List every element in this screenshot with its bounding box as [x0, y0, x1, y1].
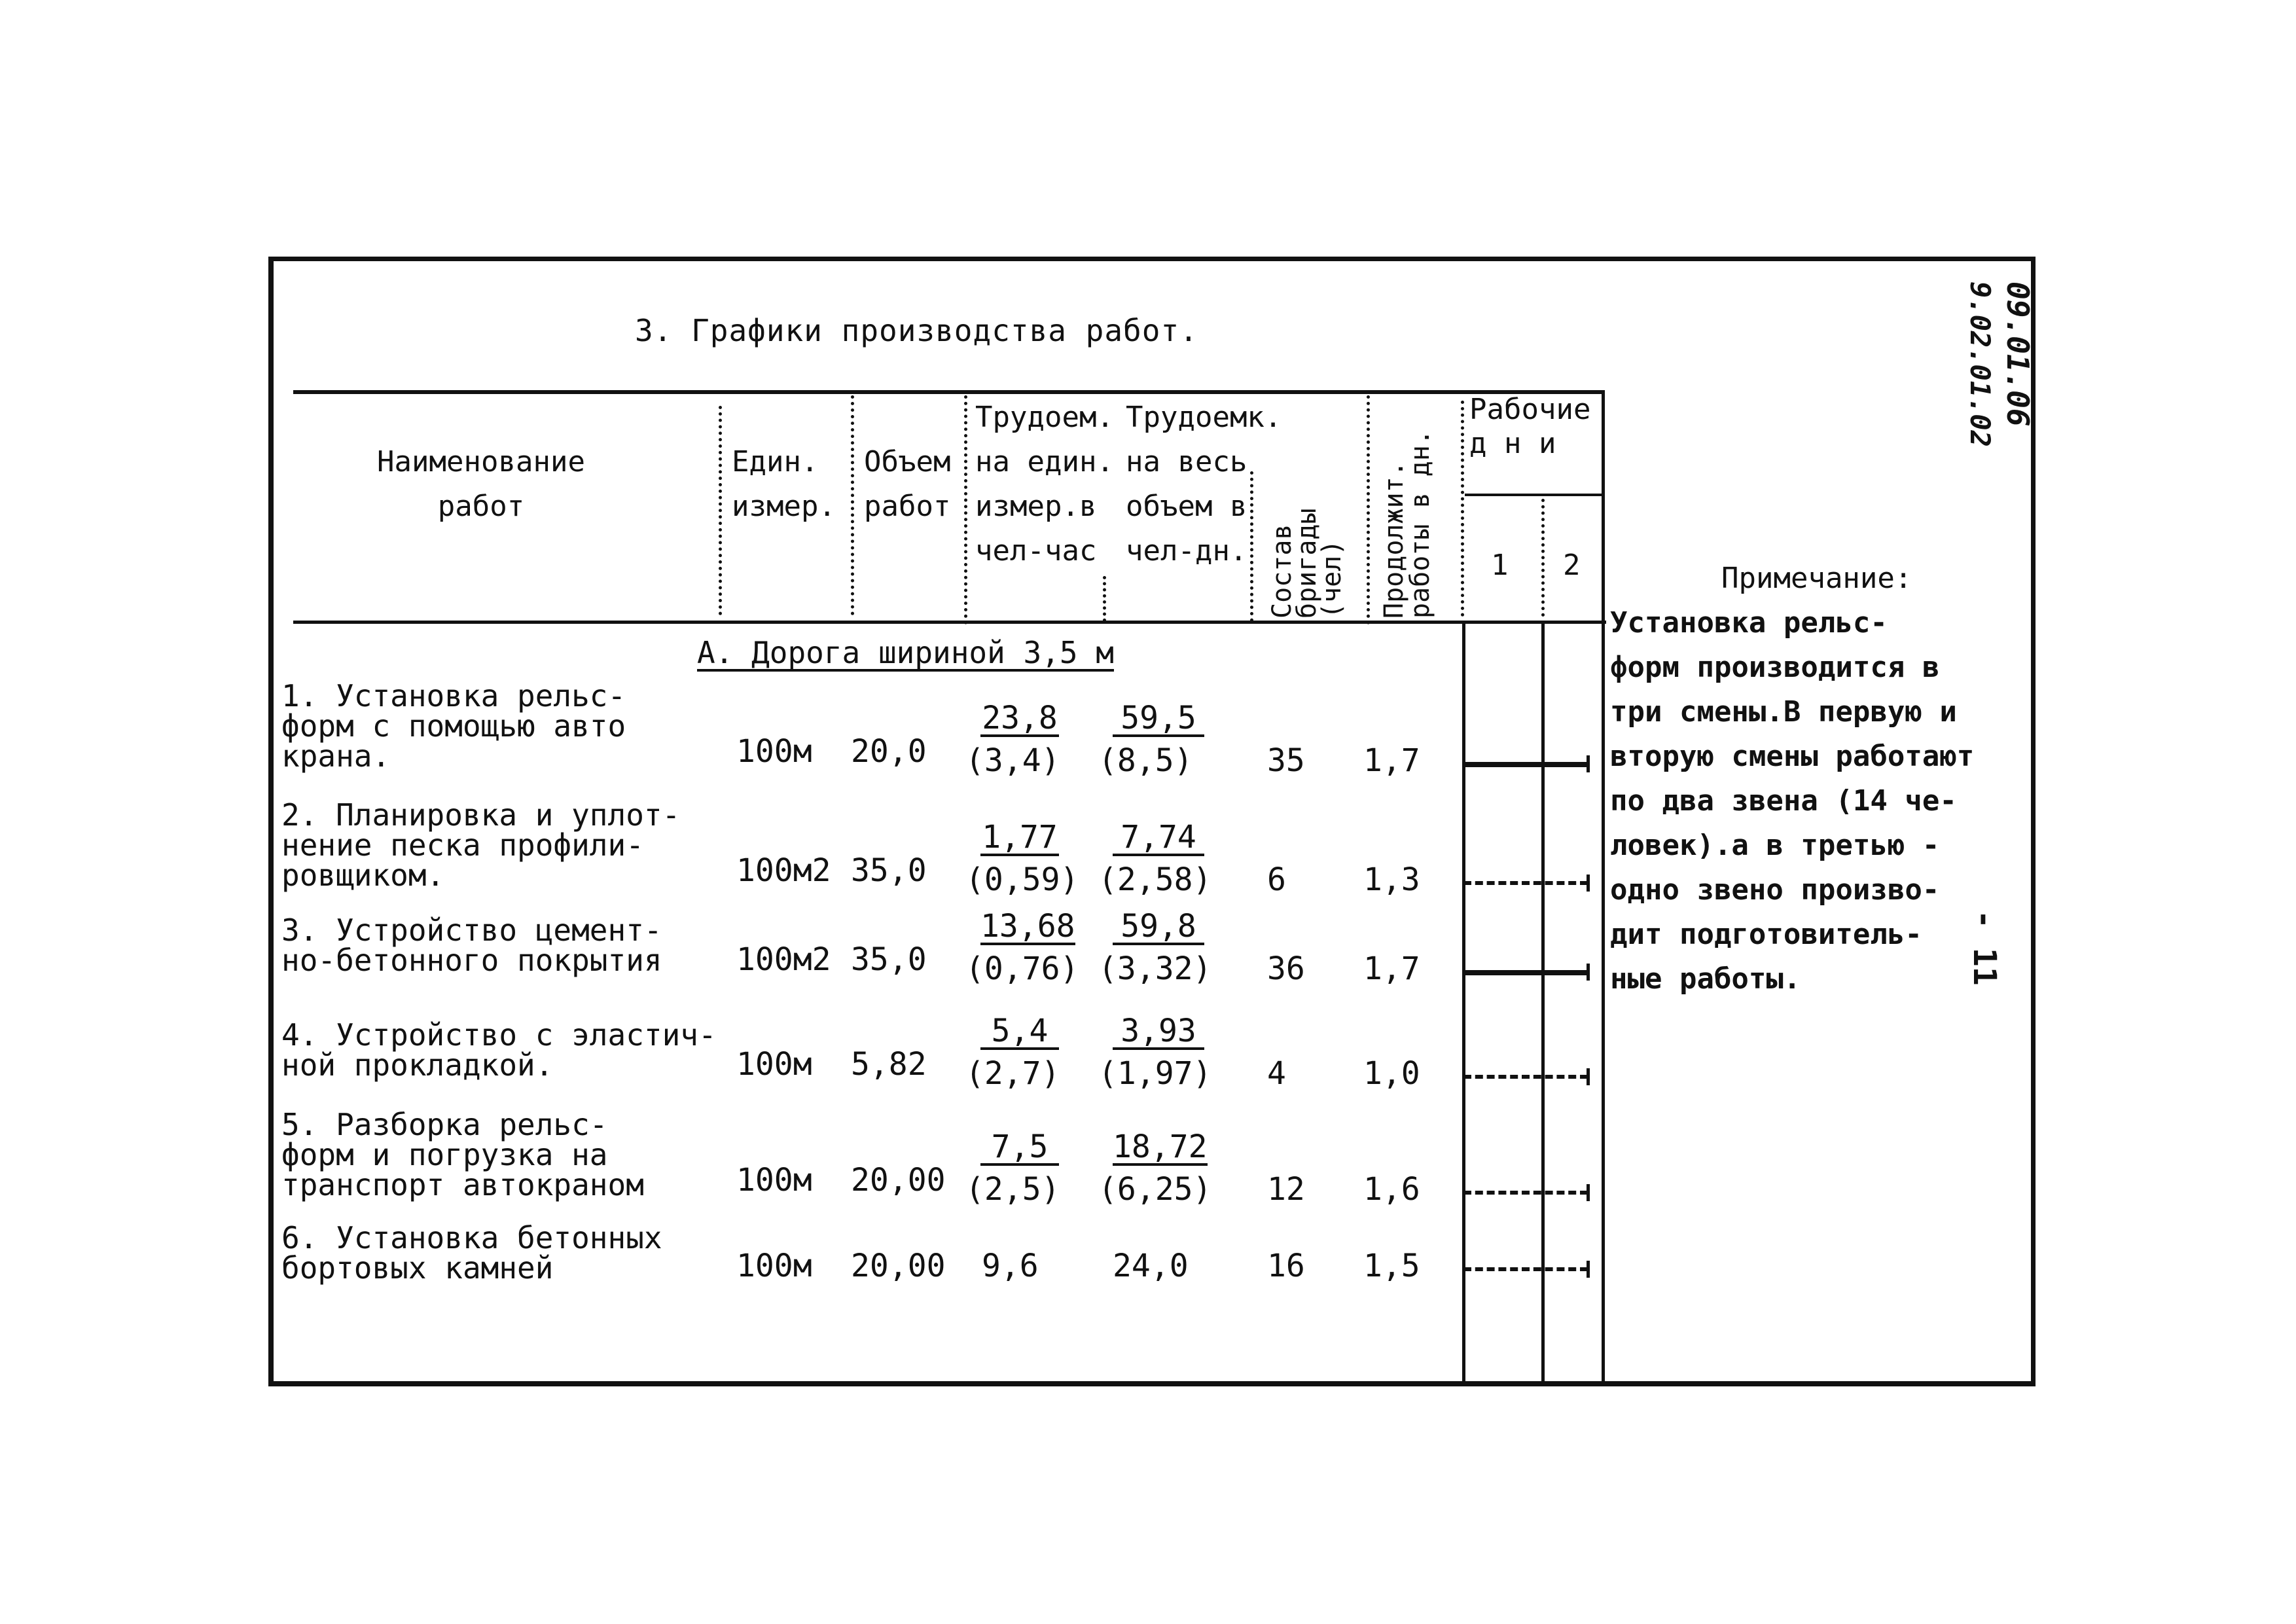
row-labor-total-top: 59,8: [1113, 911, 1204, 945]
row-unit: 100м: [736, 1248, 812, 1284]
header-name: [373, 440, 589, 529]
row-labor-total: 24,0: [1113, 1248, 1189, 1284]
gantt-bar: [1463, 1075, 1588, 1079]
row-labor-total-bottom: (6,25): [1098, 1171, 1212, 1208]
row-labor-unit-top: 23,8: [980, 703, 1059, 737]
header-labor-unit-l4: чел-час: [975, 534, 1097, 568]
section-title: А. Дорога шириной 3,5 м: [697, 635, 1114, 670]
row-volume: 5,82: [851, 1046, 927, 1083]
row-labor-unit-bottom: (3,4): [965, 742, 1060, 779]
table-right-border: [1602, 390, 1605, 1383]
row-labor-total-top: 3,93: [1113, 1016, 1204, 1050]
gantt-bar: [1463, 1191, 1588, 1195]
gantt-bar-end: [1587, 1184, 1590, 1201]
col-sep-4: [1103, 576, 1106, 622]
header-bottom-rule: [293, 621, 1606, 624]
row-volume: 35,0: [851, 852, 927, 889]
page-title: 3. Графики производства работ.: [635, 313, 1198, 348]
row-volume: 20,0: [851, 733, 927, 770]
header-name-l1: Наименование: [377, 445, 585, 478]
col-sep-1: [719, 406, 722, 615]
row-crew: 36: [1267, 950, 1305, 987]
note-line: три смены.В первую и: [1610, 695, 1957, 729]
row-unit: 100м2: [736, 852, 831, 889]
header-labor-total: [1126, 395, 1282, 573]
col-sep-2: [851, 395, 854, 615]
row-crew: 4: [1267, 1055, 1286, 1092]
row-volume: 35,0: [851, 941, 927, 978]
days-subheader-rule: [1465, 494, 1604, 496]
row-name-line: форм и погрузка на: [281, 1137, 608, 1172]
row-duration: 1,5: [1363, 1248, 1420, 1284]
gantt-bar: [1463, 1267, 1588, 1271]
header-unit-l2: измер.: [732, 490, 836, 523]
gantt-bar-end: [1587, 755, 1590, 772]
row-duration: 1,7: [1363, 950, 1420, 987]
row-labor-total-bottom: (2,58): [1098, 861, 1212, 898]
header-labor-unit-l1: Трудоем.: [975, 401, 1114, 434]
page-number: - 11: [1966, 910, 2003, 986]
header-days-l2: д н и: [1469, 427, 1556, 460]
header-labor-total-l2: на весь: [1126, 445, 1247, 478]
row-name-line: 3. Устройство цемент-: [281, 912, 662, 948]
row-labor-total-top: 59,5: [1113, 703, 1204, 737]
note-line: ловек).а в третью -: [1610, 829, 1940, 862]
row-name-line: ной прокладкой.: [281, 1047, 554, 1083]
row-duration: 1,0: [1363, 1055, 1420, 1092]
header-volume-l2: работ: [864, 490, 951, 523]
header-name-l2: работ: [437, 490, 525, 523]
note-line: форм производится в: [1610, 651, 1940, 684]
row-volume: 20,00: [851, 1162, 946, 1199]
row-name-line: бортовых камней: [281, 1250, 554, 1286]
note-line: дит подготовитель-: [1610, 918, 1922, 951]
row-labor-unit-bottom: (2,5): [965, 1171, 1060, 1208]
gantt-bar-end: [1587, 964, 1590, 981]
row-name-line: ровщиком.: [281, 857, 445, 893]
col-sep-3: [964, 395, 967, 624]
note-line: ные работы.: [1610, 962, 1801, 996]
header-unit-l1: Един.: [732, 445, 819, 478]
header-labor-unit: [975, 395, 1114, 573]
note-line: по два звена (14 че-: [1610, 784, 1957, 818]
row-labor-unit-top: 7,5: [980, 1132, 1059, 1166]
col-sep-7: [1461, 401, 1464, 617]
row-unit: 100м: [736, 1046, 812, 1083]
row-name-line: 6. Установка бетонных: [281, 1220, 662, 1255]
gantt-bar: [1463, 762, 1588, 767]
header-day-1: 1: [1491, 549, 1509, 582]
header-labor-unit-l3: измер.в: [975, 490, 1097, 523]
row-labor-unit-bottom: (0,59): [965, 861, 1079, 898]
gantt-bar-end: [1587, 875, 1590, 892]
row-unit: 100м: [736, 1162, 812, 1199]
col-sep-8: [1541, 499, 1545, 617]
header-volume-l1: Объем: [864, 445, 951, 478]
row-name-line: форм с помощью авто: [281, 708, 626, 744]
header-duration: Продолжит. работы в дн.: [1379, 429, 1435, 619]
note-line: Установка рельс-: [1610, 606, 1888, 640]
row-labor-unit-top: 1,77: [980, 822, 1059, 856]
row-labor-total-bottom: (1,97): [1098, 1055, 1212, 1092]
header-volume: [864, 440, 950, 529]
header-labor-unit-l2: на един.: [975, 445, 1114, 478]
row-crew: 12: [1267, 1171, 1305, 1208]
row-labor-total-bottom: (8,5): [1098, 742, 1193, 779]
gantt-bar: [1463, 881, 1588, 885]
header-top-rule: [293, 390, 1604, 394]
row-crew: 16: [1267, 1248, 1305, 1284]
header-labor-total-l1: Трудоемк.: [1126, 401, 1282, 434]
note-text: [1610, 601, 1974, 1001]
header-day-2: 2: [1563, 549, 1581, 582]
col-sep-6: [1367, 395, 1370, 624]
row-volume: 20,00: [851, 1248, 946, 1284]
header-labor-total-l4: чел-дн.: [1126, 534, 1247, 568]
row-labor-total-bottom: (3,32): [1098, 950, 1212, 987]
row-labor-unit: 9,6: [982, 1248, 1039, 1284]
note-line: одно звено произво-: [1610, 873, 1940, 907]
gantt-bar: [1463, 970, 1588, 975]
row-labor-unit-top: 5,4: [980, 1016, 1059, 1050]
row-labor-total-top: 18,72: [1113, 1128, 1208, 1165]
row-name-line: 5. Разборка рельс-: [281, 1107, 608, 1142]
gantt-bar-end: [1587, 1261, 1590, 1278]
row-labor-unit-bottom: (0,76): [965, 950, 1079, 987]
row-name-line: 4. Устройство с эластич-: [281, 1017, 717, 1053]
header-days-l1: Рабочие: [1469, 393, 1591, 426]
row-unit: 100м: [736, 733, 812, 770]
header-labor-total-l3: объем в: [1126, 490, 1247, 523]
header-days: [1469, 393, 1590, 461]
row-duration: 1,6: [1363, 1171, 1420, 1208]
side-code: 09.01.06: [2000, 281, 2036, 427]
row-labor-total-top: 7,74: [1113, 822, 1204, 856]
row-name-line: 1. Установка рельс-: [281, 678, 626, 713]
row-crew: 35: [1267, 742, 1305, 779]
row-name-line: нение песка профили-: [281, 827, 644, 863]
gantt-bar-end: [1587, 1068, 1590, 1085]
row-name-line: 2. Планировка и уплот-: [281, 797, 681, 833]
row-name-line: транспорт автокраном: [281, 1167, 644, 1202]
row-name-line: крана.: [281, 738, 391, 774]
header-crew: Состав бригады (чел): [1267, 508, 1347, 619]
row-duration: 1,7: [1363, 742, 1420, 779]
note-title: Примечание:: [1721, 562, 1912, 595]
row-labor-unit-bottom: (2,7): [965, 1055, 1060, 1092]
row-labor-unit-top: 13,68: [980, 908, 1075, 945]
header-unit: [732, 440, 836, 529]
note-line: вторую смены работают: [1610, 740, 1975, 773]
row-name-line: но-бетонного покрытия: [281, 943, 662, 978]
row-unit: 100м2: [736, 941, 831, 978]
row-crew: 6: [1267, 861, 1286, 898]
row-duration: 1,3: [1363, 861, 1420, 898]
side-code-2: 9.02.01.02: [1964, 281, 1996, 447]
